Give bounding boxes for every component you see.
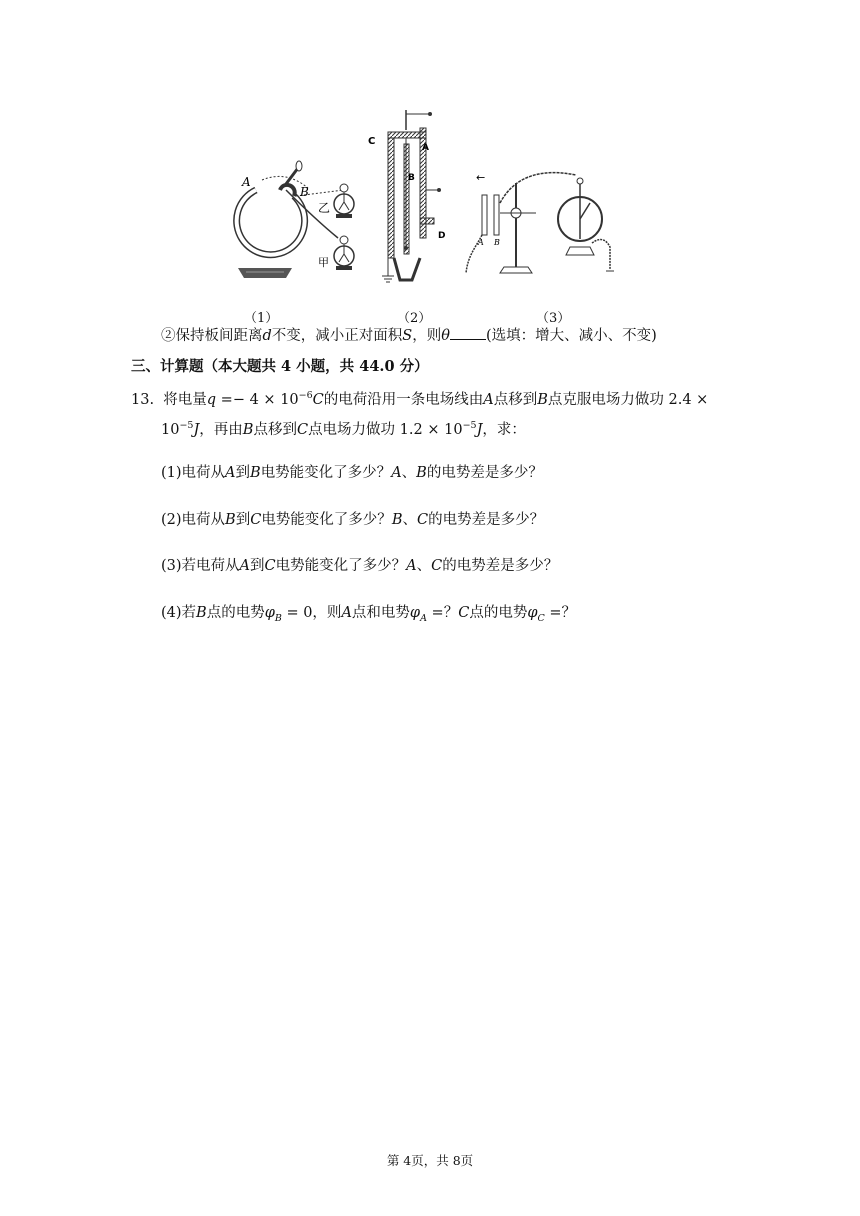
fig2-label-c: C <box>368 136 376 147</box>
fig2-label-d: D <box>438 231 446 241</box>
fig3-plate-b <box>494 195 499 235</box>
fig3-label-a: A <box>478 238 484 247</box>
figure-2-cylinders <box>360 108 452 290</box>
fig1-label-b: B <box>300 185 309 199</box>
fig2-part-d <box>420 218 434 224</box>
fig2-outer-wall-left <box>388 138 394 258</box>
q13-part-4: (4)若B点的电势$\varphi_B = 0$，则A点和电势$\varphi_A$ =？C点的电势$\varphi_C$ =？ <box>161 605 577 624</box>
figure-3-caption: （3） <box>536 311 571 326</box>
fig2-label-a: A <box>422 143 429 153</box>
figure-1-caption: （1） <box>244 311 279 326</box>
figure-2-caption: （2） <box>397 311 432 326</box>
fig3-plate-a <box>482 195 487 235</box>
answer-blank[interactable] <box>450 327 486 340</box>
fig1-label-yi: 乙 <box>318 201 331 215</box>
section-title: 三、计算题（本大题共 4 小题，共 44.0 分） <box>131 358 429 375</box>
fig1-label-jia: 甲 <box>318 256 329 269</box>
circle-number: ② <box>161 328 176 344</box>
q13-part-2: (2)电荷从B到C电势能变化了多少？B、C的电势差是多少？ <box>161 512 545 528</box>
page-footer: 第 4页，共 8页 <box>386 1153 474 1168</box>
q13-part-3: (3)若电荷从A到C电势能变化了多少？A、C的电势差是多少？ <box>161 558 559 574</box>
q13-line-1: 13. 将电量$q =- 4 \times 10^{-6}C$的电荷沿用一条电场线由A点移到B点克服电场力做功 2.4 × <box>131 390 709 408</box>
fig3-label-b: B <box>494 238 500 247</box>
fig1-label-a: A <box>242 175 251 189</box>
figure-3-capacitor-electrometer <box>456 163 628 289</box>
q13-line-2: $10^{-5}J$，再由B点移到C点电场力做功 $1.2 \times 10^{-5}J$，求： <box>161 420 526 438</box>
fig3-arrow: ← <box>476 171 486 184</box>
figure-1-spiral-electroscope <box>226 160 366 288</box>
q13-part-1: (1)电荷从A到B电势能变化了多少？A、B的电势差是多少？ <box>161 465 543 481</box>
fig1-base <box>238 268 292 278</box>
option-line: ②保持板间距离d不变，减小正对面积S，则θ (选填：增大、减小、不变) <box>161 328 657 344</box>
q13-number: 13. <box>131 391 155 408</box>
fig2-label-b: B <box>408 173 415 183</box>
